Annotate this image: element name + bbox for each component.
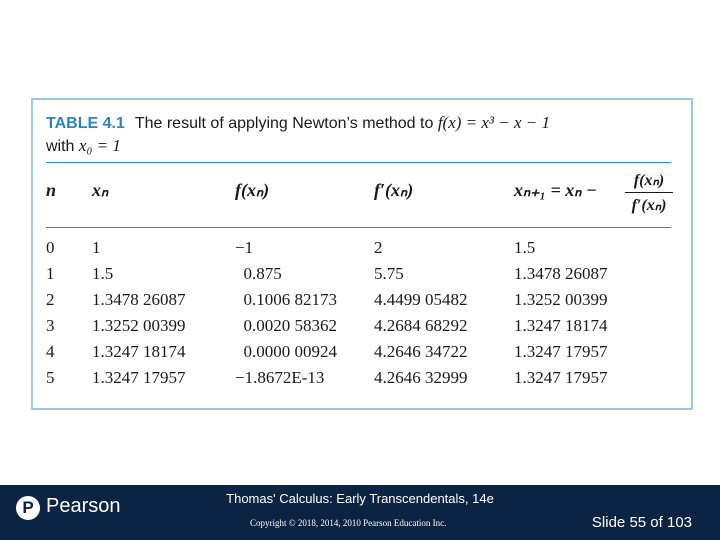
cell-fpxn: 5.75 [374,264,404,283]
cell-n: 3 [46,316,55,335]
cell-fpxn: 4.4499 05482 [374,290,468,309]
slide-footer [0,485,720,540]
header-fxn: f(xₙ) [235,180,270,200]
table-row [33,342,691,368]
cell-xn: 1.5 [92,264,114,283]
caption-text: The result of applying Newton’s method to [134,115,438,132]
table-row [33,238,691,264]
table-caption [46,112,646,158]
header-rule-bottom [46,227,671,228]
caption-line2: with [46,138,79,155]
brand-name: Pearson [46,495,121,517]
cell-xn: 1.3252 00399 [92,316,186,335]
table-row [33,316,691,342]
book-title: Thomas' Calculus: Early Transcendentals, 14e [226,491,494,506]
table-row [33,264,691,290]
cell-next: 1.5 [514,238,536,257]
slide-number: Slide 55 of 103 [591,514,692,531]
cell-n: 1 [46,264,55,283]
cell-fxn: 0.1006 82173 [235,290,337,309]
fraction-denominator: f′(xₙ) [631,197,667,214]
cell-n: 4 [46,342,55,361]
cell-xn: 1.3478 26087 [92,290,186,309]
table-frame [31,98,693,410]
cell-fxn: −1 [235,238,254,257]
cell-fpxn: 4.2646 34722 [374,342,468,361]
caption-function: f(x) = x³ − x − 1 [437,113,551,132]
cell-n: 5 [46,368,55,387]
cell-fpxn: 2 [374,238,383,257]
fraction-numerator: f(xₙ) [625,170,673,193]
table-row [33,290,691,316]
header-fraction [625,170,673,215]
cell-xn: 1.3247 17957 [92,368,186,387]
header-fpxn: f′(xₙ) [374,180,414,200]
table-label: TABLE 4.1 [46,115,125,132]
cell-n: 0 [46,238,55,257]
cell-fpxn: 4.2646 32999 [374,368,468,387]
cell-fxn: 0.875 [235,264,282,283]
header-rule-top [46,162,671,163]
cell-fxn: 0.0000 00924 [235,342,337,361]
cell-next: 1.3247 17957 [514,368,608,387]
cell-next: 1.3252 00399 [514,290,608,309]
cell-next: 1.3478 26087 [514,264,608,283]
cell-fxn: −1.8672E-13 [235,368,325,387]
cell-xn: 1.3247 18174 [92,342,186,361]
header-xn: xₙ [92,180,109,200]
cell-xn: 1 [92,238,101,257]
cell-fxn: 0.0020 58362 [235,316,337,335]
header-n: n [46,180,57,200]
table-body [33,238,691,394]
cell-next: 1.3247 17957 [514,342,608,361]
cell-n: 2 [46,290,55,309]
cell-fpxn: 4.2684 68292 [374,316,468,335]
cell-next: 1.3247 18174 [514,316,608,335]
pearson-logo-icon: P [16,496,40,520]
copyright-text: Copyright © 2018, 2014, 2010 Pearson Education Inc. [250,518,447,528]
header-next: xₙ₊₁ = xₙ − [514,180,597,200]
table-row [33,368,691,394]
caption-initial: x₀ = 1 [78,136,121,155]
